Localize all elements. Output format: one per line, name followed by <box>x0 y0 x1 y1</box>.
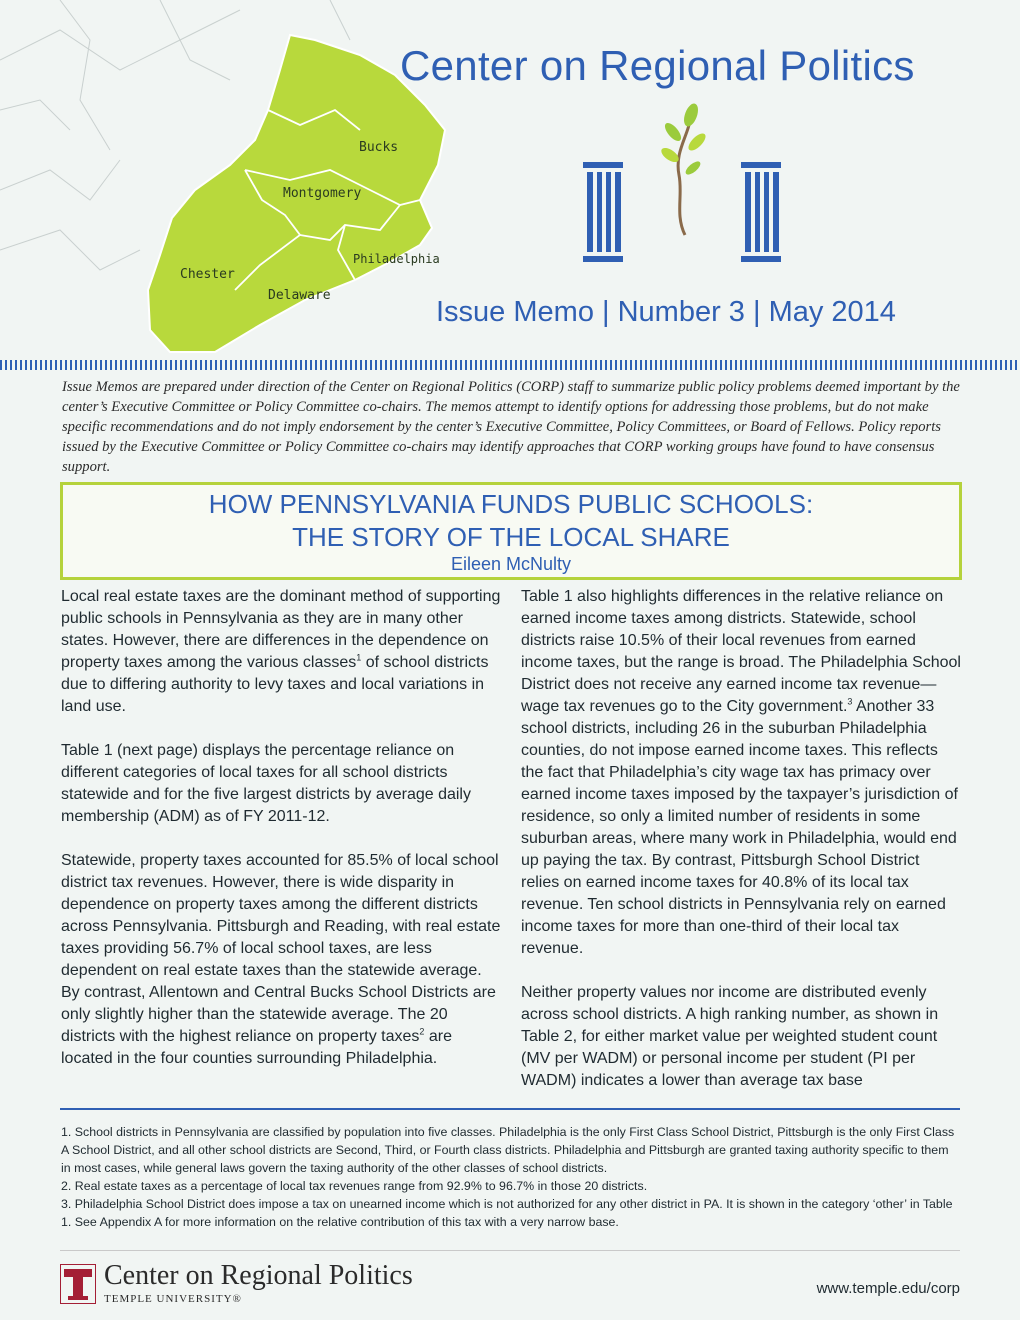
footer-org-name: Center on Regional Politics <box>104 1260 413 1291</box>
paragraph: Table 1 (next page) displays the percentage reliance on different categories of local taxes for all school districts statewide and for the five largest districts by average daily membership (ADM) as of FY 2011-12. <box>61 742 471 825</box>
footer-divider <box>60 1250 960 1251</box>
column-pillar-icon <box>583 162 623 262</box>
issue-line: Issue Memo | Number 3 | May 2014 <box>436 296 896 328</box>
paragraph: Table 1 also highlights differences in the relative reliance on earned income taxes among districts. Statewide, school districts raise 10.5% of their local revenues from earned income taxes, but the range is broad. The Philadelphia School District does not receive any earned income tax revenue—wage tax revenues go to the City government.$^3$ Another 33 school districts, including 26 in the suburban Philadelphia counties, do not impose earned income taxes. This reflects the fact that Philadelphia’s city wage tax has primacy over earned income taxes imposed by the taxpayer’s jurisdiction of residence, so only a limited number of residents in some suburban areas, where many work in Philadelphia, would end up paying the tax. By contrast, Pittsburgh School District relies on earned income taxes for 40.8% of its local tax revenue. Ten school districts in Pennsylvania rely on earned income taxes for more than one-third of their local tax revenue. <box>521 588 961 957</box>
footer-url-link[interactable]: www.temple.edu/corp <box>816 1280 960 1297</box>
memo-title-box <box>60 482 962 580</box>
footnote-ref: 2 <box>419 1026 425 1037</box>
intro-paragraph: Issue Memos are prepared under direction of the Center on Regional Politics (CORP) staff to summarize public policy problems deemed important by the center’s Executive Committee or Policy Committee co-chairs. The memos attempt to identify options for addressing those problems, but do not make specific recommendations and do not imply endorsement by the center’s Executive Committee, Policy Committees, or Board of Fellows. Policy reports issued by the Executive Committee or Policy Committee co-chairs may identify approaches that CORP working groups have found to have consensus support. <box>62 379 960 475</box>
map-label-chester: Chester <box>180 267 235 282</box>
temple-t-logo <box>60 1264 96 1304</box>
footnote-ref: 3 <box>847 696 853 707</box>
decorative-divider <box>0 360 1020 370</box>
footnotes <box>61 1123 961 1231</box>
map-label-bucks: Bucks <box>359 140 399 155</box>
paragraph: Local real estate taxes are the dominant method of supporting public schools in Pennsylvania as they are in many other states. However, there are differences in the dependence on property taxes among the various classes$^1$ of school districts due to differing authority to levy taxes and local variations in land use. <box>61 588 501 715</box>
column-pillar-icon <box>741 162 781 262</box>
footnote-2: 2. Real estate taxes as a percentage of local tax revenues range from 92.9% to 96.7% in those 20 districts. <box>61 1179 648 1193</box>
map-label-montgomery: Montgomery <box>283 186 362 201</box>
org-title: Center on Regional Politics <box>400 42 915 89</box>
footnote-3: 3. Philadelphia School District does impose a tax on unearned income which is not authorized for any other district in PA. It is shown in the category ‘other’ in Table 1. See Appendix A for more information on the relative contribution of this tax with a very narrow base. <box>61 1197 953 1229</box>
footer-university: TEMPLE UNIVERSITY® <box>104 1293 242 1305</box>
corp-logo <box>575 100 795 270</box>
sapling-icon <box>659 102 708 235</box>
left-column <box>61 586 503 1092</box>
footnote-divider <box>60 1108 960 1110</box>
paragraph: Neither property values nor income are distributed evenly across school districts. A high ranking number, as shown in Table 2, for either market value per weighted student count (MV per WADM) or personal income per student (PI per WADM) indicates a lower than average tax base <box>521 984 939 1089</box>
memo-title-line-2: THE STORY OF THE LOCAL SHARE <box>292 522 730 552</box>
footnote-ref: 1 <box>356 652 362 663</box>
footnote-1: 1. School districts in Pennsylvania are classified by population into five classes. Philadelphia is the only First Class School District, Pittsburgh is the only First Class A School District, and all other school districts are Second, Third, or Fourth class districts. Philadelphia and Pittsburgh are granted taxing authority specific to them in most cases, while general laws govern the taxing authority of the other classes of school districts. <box>61 1125 955 1175</box>
map-label-philadelphia: Philadelphia <box>353 252 440 266</box>
author-name: Eileen McNulty <box>450 554 572 574</box>
paragraph: Statewide, property taxes accounted for 85.5% of local school district tax revenues. However, there is wide disparity in dependence on property taxes among the different districts across Pennsylvania. Pittsburgh and Reading, with real estate taxes providing 56.7% of local school taxes, are less dependent on real estate taxes than the statewide average. By contrast, Allentown and Central Bucks School Districts are only slightly higher than the statewide average. The 20 districts with the highest reliance on property taxes$^2$ are located in the four counties surrounding Philadelphia. <box>61 852 501 1067</box>
memo-title-line-1: HOW PENNSYLVANIA FUNDS PUBLIC SCHOOLS: <box>208 489 814 519</box>
right-column <box>521 586 961 1114</box>
map-label-delaware: Delaware <box>268 288 331 303</box>
